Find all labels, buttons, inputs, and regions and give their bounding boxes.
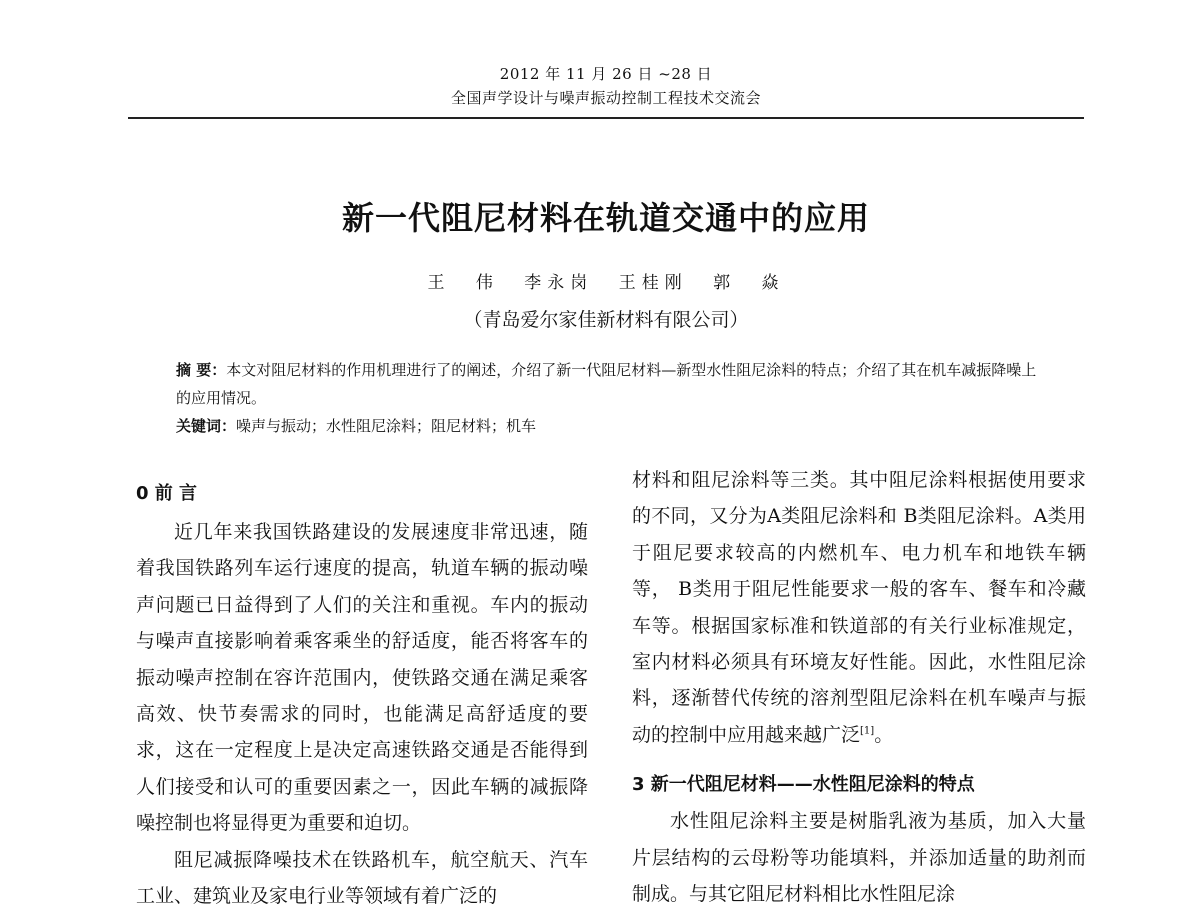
section-3-paragraph-1: 水性阻尼涂料主要是树脂乳液为基质，加入大量片层结构的云母粉等功能填料，并添加适量的助剂而制成。与其它阻尼材料相比水性阻尼涂 bbox=[632, 810, 1086, 906]
conference-header bbox=[128, 62, 1084, 110]
abstract-block bbox=[176, 356, 1046, 440]
citation-ref: [1] bbox=[860, 725, 875, 737]
abstract-text: 本文对阻尼材料的作用机理进行了的阐述，介绍了新一代阻尼材料—新型水性阻尼涂料的特点；介绍了其在机车减振降噪上的应用情况。 bbox=[176, 361, 1037, 407]
right-column bbox=[632, 462, 1086, 912]
abstract-label: 摘 要： bbox=[176, 361, 227, 379]
section-heading-3: 3 新一代阻尼材料——水性阻尼涂料的特点 bbox=[632, 774, 975, 796]
paper-affiliation: （青岛爱尔家佳新材料有限公司） bbox=[463, 309, 749, 331]
left-column bbox=[136, 462, 588, 914]
header-rule bbox=[128, 117, 1084, 119]
body-paragraph-text: 材料和阻尼涂料等三类。其中阻尼涂料根据使用要求的不同，又分为A类阻尼涂料和 B类阻尼涂料。A类用于阻尼要求较高的内燃机车、电力机车和地铁车辆等， B类用于阻尼性能要求一般的客车、餐车和冷藏车等。根据国家标准和铁道部的有关行业标准规定，室内材料必须具有环境友好性能。因此，水性阻尼涂料，逐渐替代传统的溶剂型阻尼涂料在机车噪声与振动的控制中应用越来越广泛 bbox=[632, 469, 1086, 746]
intro-paragraph-2: 阻尼减振降噪技术在铁路机车，航空航天、汽车工业、建筑业及家电行业等领域有着广泛的 bbox=[136, 848, 588, 908]
conference-name: 全国声学设计与噪声振动控制工程技术交流会 bbox=[450, 89, 761, 107]
keywords bbox=[176, 412, 1046, 440]
keywords-label: 关键词： bbox=[176, 417, 237, 435]
conference-date: 2012 年 11 月 26 日 ~28 日 bbox=[499, 65, 713, 83]
intro-paragraph-1: 近几年来我国铁路建设的发展速度非常迅速，随着我国铁路列车运行速度的提高，轨道车辆的振动噪声问题已日益得到了人们的关注和重视。车内的振动与噪声直接影响着乘客乘坐的舒适度，能否将客车的振动噪声控制在容许范围内，使铁路交通在满足乘客高效、快节奏需求的同时，也能满足高舒适度的要求，这在一定程度上是决定高速铁路交通是否能得到人们接受和认可的重要因素之一，因此车辆的减振降噪控制也将显得更为重要和迫切。 bbox=[136, 521, 588, 835]
section-heading-intro: 0 前 言 bbox=[136, 483, 198, 504]
paper-title: 新一代阻尼材料在轨道交通中的应用 bbox=[341, 199, 870, 237]
keywords-text: 噪声与振动；水性阻尼涂料；阻尼材料；机车 bbox=[236, 417, 537, 435]
paper-authors: 王 伟 李永岗 王桂刚 郭 焱 bbox=[427, 273, 785, 293]
abstract bbox=[176, 356, 1046, 412]
body-paragraph-end: 。 bbox=[874, 723, 894, 746]
body-paragraph-continued bbox=[632, 462, 1086, 753]
